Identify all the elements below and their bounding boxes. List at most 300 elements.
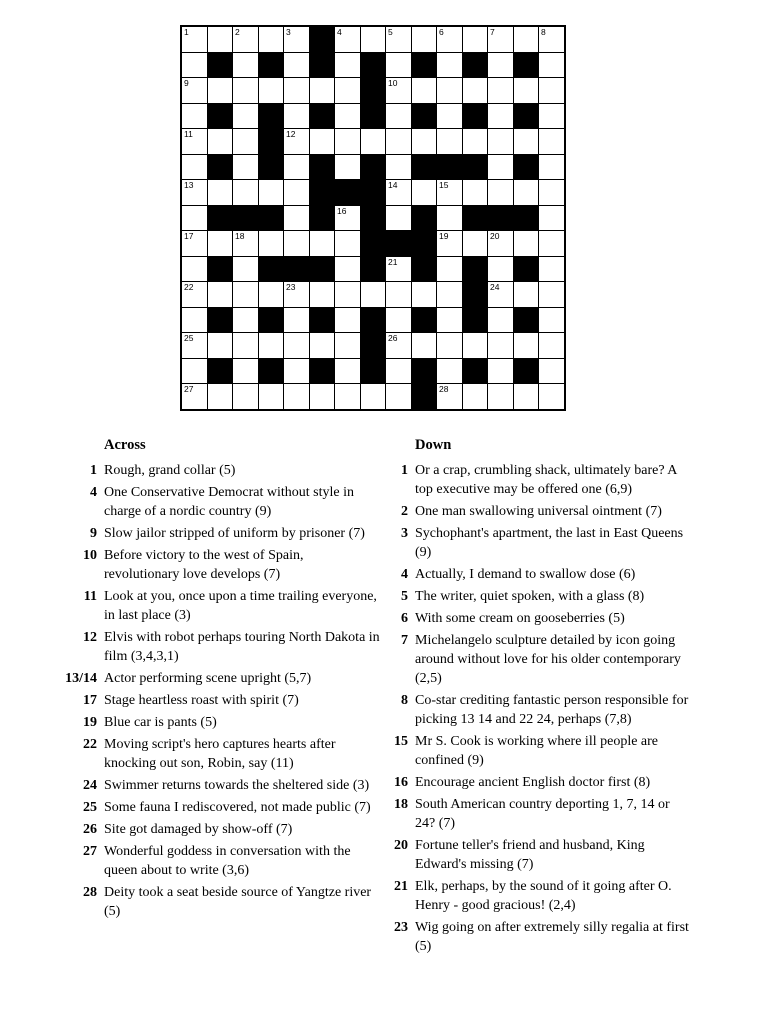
- grid-cell[interactable]: [437, 231, 462, 256]
- clue-item: [55, 587, 385, 625]
- grid-cell[interactable]: [539, 104, 564, 129]
- clue-text: Or a crap, crumbling shack, ultimately bare? A top executive may be offered one (6,9): [415, 463, 677, 497]
- cell-number: 19: [439, 231, 449, 241]
- black-cell: [310, 27, 335, 52]
- across-clues-section: [55, 436, 385, 924]
- grid-cell[interactable]: [463, 180, 488, 205]
- black-cell: [463, 155, 488, 180]
- black-cell: [208, 308, 233, 333]
- clue-text: With some cream on gooseberries (5): [415, 611, 625, 626]
- clue-number: 24: [83, 778, 97, 793]
- grid-cell[interactable]: [208, 129, 233, 154]
- clue-text: Moving script's hero captures hearts after knocking out son, Robin, say (11): [104, 737, 336, 771]
- cell-number: 17: [184, 231, 194, 241]
- clue-text: Swimmer returns towards the sheltered side (3): [104, 778, 370, 793]
- cell-number: 22: [184, 282, 194, 292]
- grid-cell[interactable]: [284, 282, 309, 307]
- grid-cell[interactable]: [437, 282, 462, 307]
- clue-number: 10: [83, 548, 97, 563]
- grid-cell[interactable]: [539, 257, 564, 282]
- black-cell: [463, 308, 488, 333]
- grid-cell[interactable]: [463, 384, 488, 409]
- clue-number: 19: [83, 715, 97, 730]
- clue-item: [366, 631, 696, 688]
- cell-number: 3: [286, 27, 291, 37]
- black-cell: [514, 206, 539, 231]
- black-cell: [259, 129, 284, 154]
- clue-text: Fortune teller's friend and husband, King Edward's missing (7): [415, 838, 645, 872]
- clue-item: [55, 546, 385, 584]
- black-cell: [361, 155, 386, 180]
- black-cell: [412, 308, 437, 333]
- grid-cell[interactable]: [514, 333, 539, 358]
- black-cell: [233, 206, 258, 231]
- clue-item: [55, 691, 385, 710]
- grid-cell[interactable]: [182, 104, 207, 129]
- cell-number: 26: [388, 333, 398, 343]
- grid-cell[interactable]: [310, 129, 335, 154]
- grid-cell[interactable]: [182, 384, 207, 409]
- grid-cell[interactable]: [284, 308, 309, 333]
- black-cell: [361, 53, 386, 78]
- grid-cell[interactable]: [386, 27, 411, 52]
- black-cell: [463, 53, 488, 78]
- grid-cell[interactable]: [233, 384, 258, 409]
- grid-cell[interactable]: [488, 384, 513, 409]
- grid-cell[interactable]: [208, 282, 233, 307]
- clue-item: [55, 798, 385, 817]
- clue-item: [55, 483, 385, 521]
- cell-number: 15: [439, 180, 449, 190]
- grid-cell[interactable]: [233, 257, 258, 282]
- black-cell: [386, 231, 411, 256]
- grid-cell[interactable]: [463, 27, 488, 52]
- grid-cell[interactable]: [539, 78, 564, 103]
- clue-number: 7: [401, 633, 408, 648]
- clue-text: Blue car is pants (5): [104, 715, 217, 730]
- clue-item: [366, 524, 696, 562]
- grid-cell[interactable]: [335, 384, 360, 409]
- black-cell: [361, 104, 386, 129]
- grid-cell[interactable]: [259, 333, 284, 358]
- down-heading: Down: [415, 437, 452, 453]
- black-cell: [259, 308, 284, 333]
- cell-number: 23: [286, 282, 296, 292]
- grid-cell[interactable]: [514, 78, 539, 103]
- black-cell: [361, 257, 386, 282]
- clue-number: 26: [83, 822, 97, 837]
- grid-cell[interactable]: [488, 282, 513, 307]
- grid-cell[interactable]: [335, 308, 360, 333]
- grid-cell[interactable]: [233, 27, 258, 52]
- black-cell: [208, 206, 233, 231]
- grid-cell[interactable]: [233, 282, 258, 307]
- clue-number: 9: [90, 526, 97, 541]
- grid-cell[interactable]: [335, 155, 360, 180]
- black-cell: [284, 257, 309, 282]
- black-cell: [310, 359, 335, 384]
- black-cell: [514, 53, 539, 78]
- grid-cell[interactable]: [259, 231, 284, 256]
- grid-cell[interactable]: [208, 180, 233, 205]
- cell-number: 11: [184, 129, 193, 139]
- grid-cell[interactable]: [437, 333, 462, 358]
- clue-number: 3: [401, 526, 408, 541]
- grid-cell[interactable]: [386, 155, 411, 180]
- cell-number: 2: [235, 27, 240, 37]
- black-cell: [488, 206, 513, 231]
- grid-cell[interactable]: [233, 104, 258, 129]
- black-cell: [514, 257, 539, 282]
- grid-cell[interactable]: [233, 180, 258, 205]
- grid-cell[interactable]: [437, 53, 462, 78]
- grid-cell[interactable]: [208, 333, 233, 358]
- clue-item: [366, 461, 696, 499]
- grid-cell[interactable]: [182, 155, 207, 180]
- clue-item: [55, 524, 385, 543]
- black-cell: [310, 180, 335, 205]
- grid-cell[interactable]: [386, 359, 411, 384]
- grid-cell[interactable]: [208, 231, 233, 256]
- black-cell: [259, 53, 284, 78]
- grid-cell[interactable]: [361, 27, 386, 52]
- grid-cell[interactable]: [284, 104, 309, 129]
- clue-text: Mr S. Cook is working where ill people are confined (9): [415, 734, 659, 768]
- clue-number: 17: [83, 693, 97, 708]
- grid-cell[interactable]: [335, 282, 360, 307]
- grid-cell[interactable]: [386, 206, 411, 231]
- clue-text: Encourage ancient English doctor first (8): [415, 775, 651, 790]
- clue-text: Actor performing scene upright (5,7): [104, 671, 312, 686]
- black-cell: [208, 257, 233, 282]
- clue-text: Elk, perhaps, by the sound of it going after O. Henry - good gracious! (2,4): [415, 879, 672, 913]
- clue-number: 22: [83, 737, 97, 752]
- grid-cell[interactable]: [284, 27, 309, 52]
- grid-cell[interactable]: [514, 27, 539, 52]
- grid-cell[interactable]: [514, 384, 539, 409]
- grid-cell[interactable]: [488, 359, 513, 384]
- clue-item: [366, 795, 696, 833]
- grid-cell[interactable]: [437, 104, 462, 129]
- grid-cell[interactable]: [463, 129, 488, 154]
- black-cell: [412, 53, 437, 78]
- grid-cell[interactable]: [335, 333, 360, 358]
- clue-text: Slow jailor stripped of uniform by prisoner (7): [104, 526, 365, 541]
- black-cell: [310, 53, 335, 78]
- cell-number: 20: [490, 231, 500, 241]
- grid-cell[interactable]: [310, 282, 335, 307]
- grid-cell[interactable]: [284, 155, 309, 180]
- clue-number: 6: [401, 611, 408, 626]
- grid-cell[interactable]: [335, 104, 360, 129]
- grid-cell[interactable]: [539, 359, 564, 384]
- grid-cell[interactable]: [412, 282, 437, 307]
- grid-cell[interactable]: [386, 78, 411, 103]
- grid-cell[interactable]: [233, 333, 258, 358]
- grid-cell[interactable]: [233, 359, 258, 384]
- grid-cell[interactable]: [335, 78, 360, 103]
- black-cell: [437, 155, 462, 180]
- clue-item: [366, 732, 696, 770]
- grid-cell[interactable]: [488, 104, 513, 129]
- black-cell: [463, 257, 488, 282]
- grid-cell[interactable]: [284, 359, 309, 384]
- grid-cell[interactable]: [284, 78, 309, 103]
- grid-cell[interactable]: [182, 129, 207, 154]
- grid-cell[interactable]: [386, 257, 411, 282]
- grid-cell[interactable]: [539, 129, 564, 154]
- grid-cell[interactable]: [514, 129, 539, 154]
- grid-cell[interactable]: [386, 384, 411, 409]
- grid-cell[interactable]: [514, 282, 539, 307]
- grid-cell[interactable]: [259, 27, 284, 52]
- grid-cell[interactable]: [182, 359, 207, 384]
- black-cell: [310, 104, 335, 129]
- black-cell: [259, 104, 284, 129]
- grid-cell[interactable]: [182, 257, 207, 282]
- clue-number: 15: [394, 734, 408, 749]
- grid-cell[interactable]: [514, 180, 539, 205]
- cell-number: 8: [541, 27, 546, 37]
- clue-text: Look at you, once upon a time trailing everyone, in last place (3): [104, 589, 377, 623]
- black-cell: [463, 359, 488, 384]
- grid-cell[interactable]: [539, 27, 564, 52]
- grid-cell[interactable]: [386, 333, 411, 358]
- black-cell: [361, 180, 386, 205]
- grid-cell[interactable]: [208, 384, 233, 409]
- grid-cell[interactable]: [310, 333, 335, 358]
- grid-cell[interactable]: [539, 180, 564, 205]
- clue-text: Michelangelo sculpture detailed by icon going around without love for his older contemporary (2,5): [415, 633, 681, 686]
- clue-item: [366, 877, 696, 915]
- grid-cell[interactable]: [539, 282, 564, 307]
- grid-cell[interactable]: [182, 282, 207, 307]
- grid-cell[interactable]: [335, 129, 360, 154]
- grid-cell[interactable]: [284, 53, 309, 78]
- grid-cell[interactable]: [539, 53, 564, 78]
- grid-cell[interactable]: [412, 180, 437, 205]
- grid-cell[interactable]: [463, 231, 488, 256]
- cell-number: 28: [439, 384, 449, 394]
- clue-item: [55, 461, 385, 480]
- grid-cell[interactable]: [386, 104, 411, 129]
- clue-item: [366, 773, 696, 792]
- grid-cell[interactable]: [335, 257, 360, 282]
- grid-cell[interactable]: [259, 282, 284, 307]
- grid-cell[interactable]: [386, 308, 411, 333]
- grid-cell[interactable]: [386, 53, 411, 78]
- grid-cell[interactable]: [539, 206, 564, 231]
- grid-cell[interactable]: [437, 206, 462, 231]
- down-clues-section: [366, 436, 696, 959]
- grid-cell[interactable]: [488, 78, 513, 103]
- clue-text: Site got damaged by show-off (7): [104, 822, 293, 837]
- cell-number: 16: [337, 205, 347, 216]
- grid-cell[interactable]: [182, 27, 207, 52]
- grid-cell[interactable]: [386, 282, 411, 307]
- grid-cell[interactable]: [488, 155, 513, 180]
- grid-cell[interactable]: [361, 282, 386, 307]
- clue-number: 12: [83, 630, 97, 645]
- grid-cell[interactable]: [335, 206, 360, 231]
- clue-text: South American country deporting 1, 7, 14 or 24? (7): [415, 797, 670, 831]
- grid-cell[interactable]: [259, 78, 284, 103]
- grid-cell[interactable]: [182, 53, 207, 78]
- black-cell: [259, 155, 284, 180]
- black-cell: [412, 104, 437, 129]
- black-cell: [259, 359, 284, 384]
- cell-number: 14: [388, 180, 398, 190]
- clue-text: Some fauna I rediscovered, not made public (7): [104, 800, 371, 815]
- grid-cell[interactable]: [233, 53, 258, 78]
- grid-cell[interactable]: [488, 129, 513, 154]
- grid-cell[interactable]: [437, 384, 462, 409]
- grid-cell[interactable]: [233, 129, 258, 154]
- grid-cell[interactable]: [488, 333, 513, 358]
- grid-cell[interactable]: [335, 231, 360, 256]
- clue-text: The writer, quiet spoken, with a glass (8): [415, 589, 645, 604]
- grid-cell[interactable]: [208, 78, 233, 103]
- clue-item: [55, 820, 385, 839]
- clue-text: Wonderful goddess in conversation with the queen about to write (3,6): [104, 844, 351, 878]
- grid-cell[interactable]: [361, 384, 386, 409]
- grid-cell[interactable]: [488, 231, 513, 256]
- clue-number: 18: [394, 797, 408, 812]
- across-clue-list: [55, 461, 385, 921]
- clue-number: 4: [401, 567, 408, 582]
- grid-cell[interactable]: [437, 257, 462, 282]
- clue-item: [366, 691, 696, 729]
- clue-number: 16: [394, 775, 408, 790]
- black-cell: [361, 231, 386, 256]
- black-cell: [208, 53, 233, 78]
- grid-cell[interactable]: [208, 27, 233, 52]
- grid-cell[interactable]: [310, 384, 335, 409]
- cell-number: 25: [184, 333, 194, 343]
- grid-cell[interactable]: [412, 78, 437, 103]
- grid-cell[interactable]: [539, 384, 564, 409]
- grid-cell[interactable]: [182, 308, 207, 333]
- clue-item: [55, 883, 385, 921]
- clue-number: 1: [90, 463, 97, 478]
- grid-cell[interactable]: [437, 359, 462, 384]
- clue-text: One Conservative Democrat without style in charge of a nordic country (9): [104, 485, 354, 519]
- black-cell: [310, 155, 335, 180]
- grid-cell[interactable]: [437, 180, 462, 205]
- black-cell: [361, 78, 386, 103]
- grid-cell[interactable]: [284, 206, 309, 231]
- grid-cell[interactable]: [437, 129, 462, 154]
- grid-cell[interactable]: [284, 384, 309, 409]
- clue-item: [55, 735, 385, 773]
- grid-cell[interactable]: [259, 180, 284, 205]
- grid-cell[interactable]: [412, 333, 437, 358]
- clue-item: [55, 628, 385, 666]
- grid-cell[interactable]: [488, 53, 513, 78]
- black-cell: [259, 257, 284, 282]
- grid-cell[interactable]: [182, 333, 207, 358]
- grid-cell[interactable]: [182, 78, 207, 103]
- clue-item: [366, 836, 696, 874]
- grid-cell[interactable]: [488, 180, 513, 205]
- grid-cell[interactable]: [539, 308, 564, 333]
- clue-number: 1: [401, 463, 408, 478]
- clue-text: Before victory to the west of Spain, revolutionary love develops (7): [104, 548, 304, 582]
- grid-cell[interactable]: [284, 231, 309, 256]
- grid-cell[interactable]: [182, 231, 207, 256]
- grid-cell[interactable]: [233, 155, 258, 180]
- black-cell: [208, 155, 233, 180]
- grid-cell[interactable]: [182, 206, 207, 231]
- grid-cell[interactable]: [284, 333, 309, 358]
- cell-number: 24: [490, 282, 500, 292]
- grid-cell[interactable]: [437, 308, 462, 333]
- cell-number: 6: [439, 27, 444, 37]
- black-cell: [412, 231, 437, 256]
- cell-number: 13: [184, 180, 194, 190]
- black-cell: [259, 206, 284, 231]
- grid-cell[interactable]: [233, 231, 258, 256]
- grid-cell[interactable]: [259, 384, 284, 409]
- grid-cell[interactable]: [539, 155, 564, 180]
- clue-item: [55, 669, 385, 688]
- grid-cell[interactable]: [463, 333, 488, 358]
- clue-item: [366, 587, 696, 606]
- grid-cell[interactable]: [386, 129, 411, 154]
- grid-cell[interactable]: [412, 27, 437, 52]
- clue-number: 8: [401, 693, 408, 708]
- black-cell: [361, 206, 386, 231]
- cell-number: 9: [184, 78, 189, 88]
- grid-cell[interactable]: [488, 308, 513, 333]
- grid-cell[interactable]: [539, 333, 564, 358]
- grid-cell[interactable]: [335, 53, 360, 78]
- black-cell: [208, 104, 233, 129]
- clue-item: [55, 713, 385, 732]
- black-cell: [361, 333, 386, 358]
- clue-text: Stage heartless roast with spirit (7): [104, 693, 299, 708]
- clue-item: [55, 842, 385, 880]
- grid-cell[interactable]: [233, 78, 258, 103]
- clue-text: Rough, grand collar (5): [104, 463, 236, 478]
- grid-cell[interactable]: [488, 27, 513, 52]
- grid-cell[interactable]: [514, 231, 539, 256]
- cell-number: 10: [388, 78, 398, 88]
- grid-cell[interactable]: [335, 359, 360, 384]
- grid-cell[interactable]: [182, 180, 207, 205]
- grid-cell[interactable]: [284, 180, 309, 205]
- clue-number: 23: [394, 920, 408, 935]
- grid-cell[interactable]: [539, 231, 564, 256]
- grid-cell[interactable]: [437, 27, 462, 52]
- black-cell: [208, 359, 233, 384]
- grid-cell[interactable]: [412, 129, 437, 154]
- grid-cell[interactable]: [284, 129, 309, 154]
- grid-cell[interactable]: [386, 180, 411, 205]
- grid-cell[interactable]: [361, 129, 386, 154]
- grid-cell[interactable]: [233, 308, 258, 333]
- across-heading: Across: [104, 437, 146, 453]
- black-cell: [463, 282, 488, 307]
- black-cell: [412, 384, 437, 409]
- grid-cell[interactable]: [335, 27, 360, 52]
- grid-cell[interactable]: [463, 78, 488, 103]
- grid-cell[interactable]: [310, 231, 335, 256]
- grid-cell[interactable]: [437, 78, 462, 103]
- grid-cell[interactable]: [488, 257, 513, 282]
- cell-number: 7: [490, 27, 495, 37]
- grid-cell[interactable]: [310, 78, 335, 103]
